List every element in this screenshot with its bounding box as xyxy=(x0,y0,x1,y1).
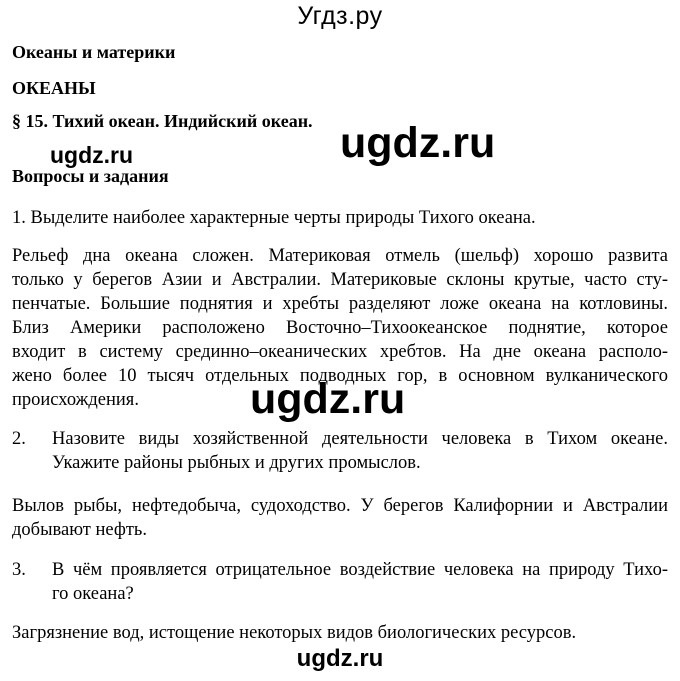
question-1-text: 1. Выделите наиболее характерные черты природы Тихого океана. xyxy=(12,208,536,228)
questions-heading: Вопросы и задания xyxy=(12,166,169,186)
answer-2-line: добывают нефть. xyxy=(12,520,147,540)
answer-2 xyxy=(12,494,668,542)
question-3-number: 3. xyxy=(12,560,26,580)
question-2-number: 2. xyxy=(12,429,26,449)
question-2-line: Назовите виды хозяйственной деятельности человека в Тихом океане. xyxy=(52,429,668,449)
question-3-line: В чём проявляется отрицательное воздействие человека на природу Тихо- xyxy=(52,560,668,580)
question-2-line: Укажите районы рыбных и других промыслов. xyxy=(52,453,421,473)
answer-1-line: Рельеф дна океана сложен. Материковая отмель (шельф) хорошо развита xyxy=(12,246,668,266)
answer-1-line: происхождения. xyxy=(12,390,139,410)
site-header: Угдз.ру xyxy=(297,2,383,30)
answer-3 xyxy=(12,621,668,645)
question-3-line: го океана? xyxy=(52,584,134,604)
section-heading: Океаны и материки xyxy=(12,42,176,62)
paragraph-heading: § 15. Тихий океан. Индийский океан. xyxy=(12,111,313,131)
answer-2-line: Вылов рыбы, нефтедобыча, судоходство. У берегов Калифорнии и Австралии xyxy=(12,496,668,516)
site-footer: ugdz.ru xyxy=(296,645,384,672)
answer-3-text: Загрязнение вод, истощение некоторых видов биологических ресурсов. xyxy=(12,623,577,643)
question-1 xyxy=(12,206,668,230)
question-2 xyxy=(12,427,668,475)
answer-1-line: входит в систему срединно–океанических хребтов. На дне океана располо- xyxy=(12,342,668,362)
question-3 xyxy=(12,558,668,606)
watermark: ugdz.ru xyxy=(340,119,496,167)
chapter-heading: ОКЕАНЫ xyxy=(12,78,96,98)
answer-1-line: пенчатые. Большие поднятия и хребты разделяют ложе океана на котловины. xyxy=(12,294,668,314)
answer-1-line: жено более 10 тысяч отдельных подводных гор, в основном вулканического xyxy=(12,366,668,386)
watermark: ugdz.ru xyxy=(50,142,134,168)
watermark: ugdz.ru xyxy=(250,375,406,423)
answer-1-line: только у берегов Азии и Австралии. Материковые склоны крутые, часто сту- xyxy=(12,270,668,290)
answer-1-line: Близ Америки расположено Восточно–Тихоокеанское поднятие, которое xyxy=(12,318,668,338)
